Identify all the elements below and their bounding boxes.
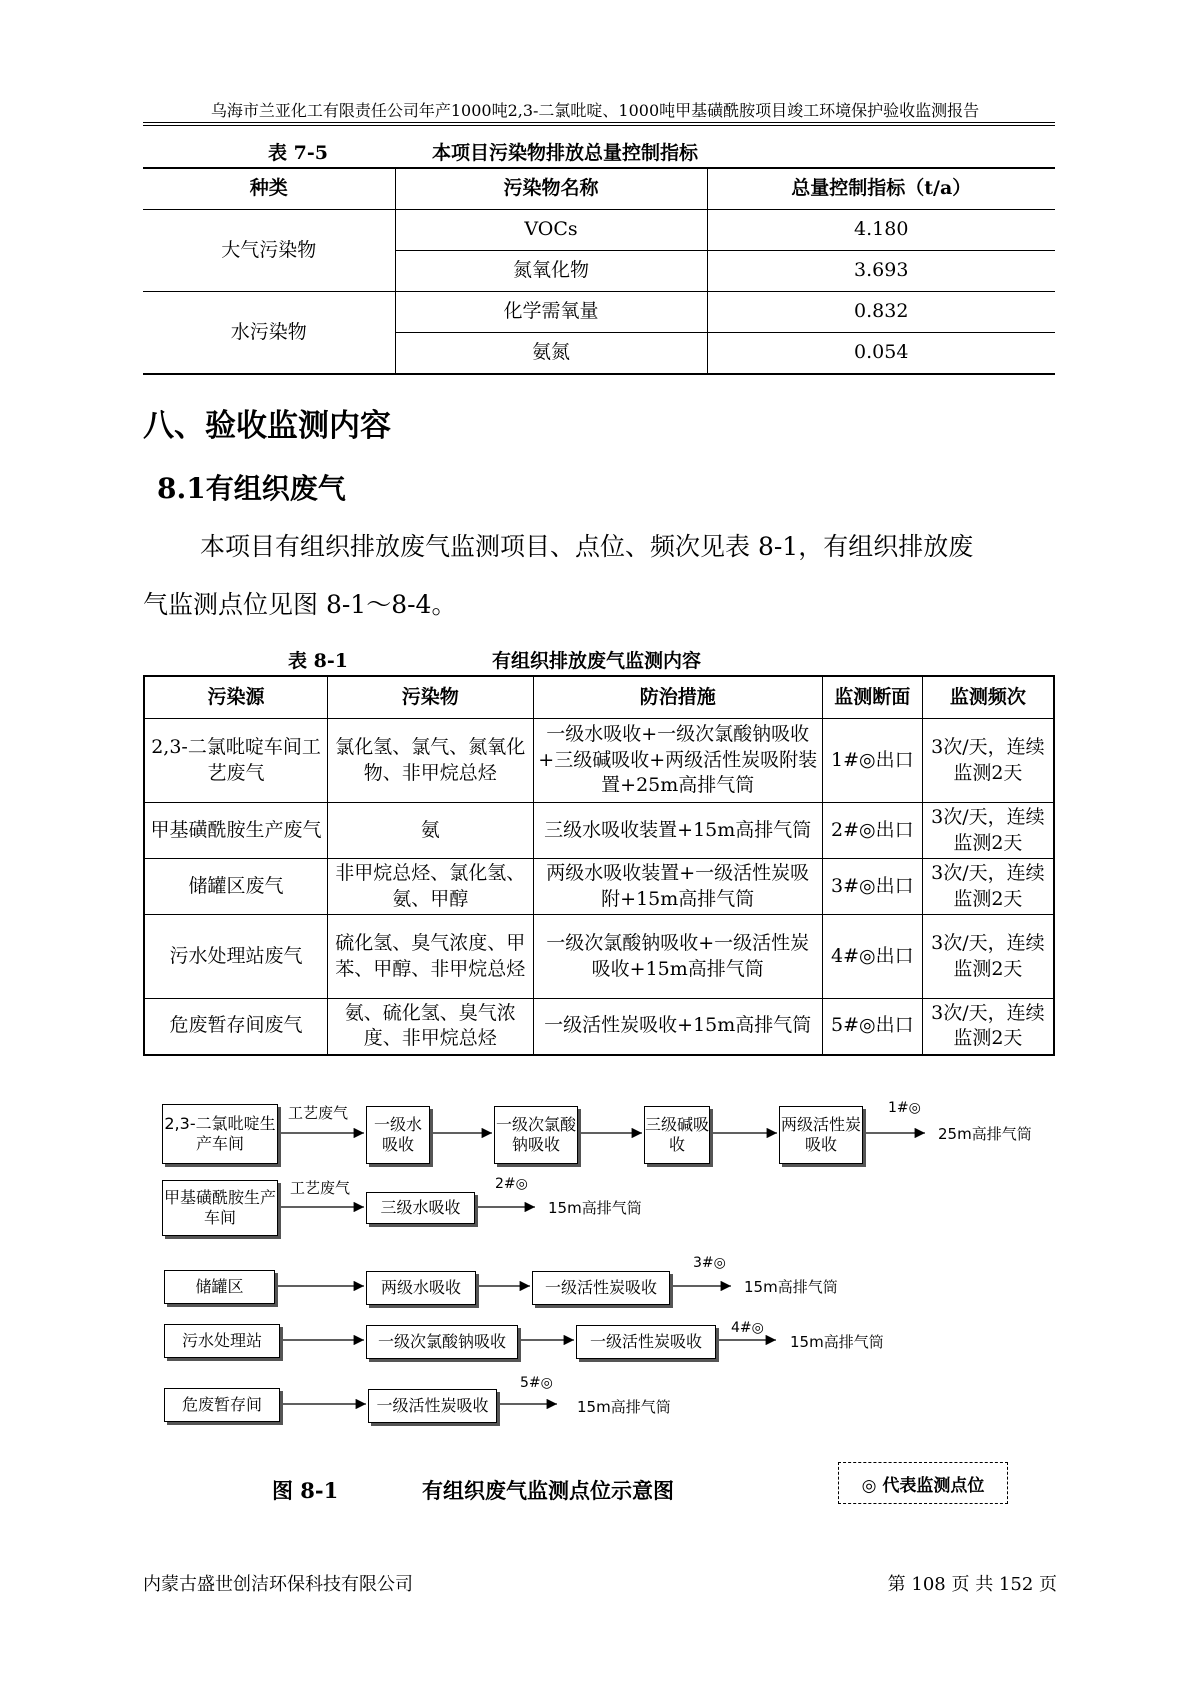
table81-header-point: 监测断面 <box>822 676 922 719</box>
table81-pollutant: 氨 <box>328 803 534 859</box>
section-heading-8: 八、验收监测内容 <box>143 408 391 444</box>
diagram-monitoring-point-2: 2#◎ <box>495 1176 528 1192</box>
diagram-step-alkali: 三级碱吸收 <box>644 1106 710 1164</box>
diagram-monitoring-point-4: 4#◎ <box>731 1320 764 1336</box>
figure-number: 图 8-1 <box>272 1478 339 1503</box>
section-heading-8-1: 8.1有组织废气 <box>157 472 346 505</box>
diagram-monitoring-point-3: 3#◎ <box>693 1255 726 1271</box>
table75-name: 氨氮 <box>395 333 707 375</box>
table75-value: 3.693 <box>707 251 1055 292</box>
table81-pollutant: 非甲烷总烃、氯化氢、氨、甲醇 <box>328 859 534 915</box>
diagram-label-process-gas-1: 工艺废气 <box>288 1104 349 1122</box>
diagram-step-hypochlorite-4: 一级次氯酸钠吸收 <box>366 1325 518 1359</box>
table75-name: 氮氧化物 <box>395 251 707 292</box>
table81-freq: 3次/天，连续监测2天 <box>922 803 1054 859</box>
table81-measure: 一级水吸收+一级次氯酸钠吸收+三级碱吸收+两级活性炭吸附装置+25m高排气筒 <box>533 719 822 803</box>
table75-category: 大气污染物 <box>143 210 395 292</box>
diagram-stack-4: 15m高排气筒 <box>790 1333 884 1351</box>
body-paragraph-line2: 气监测点位见图 8-1～8-4。 <box>143 590 457 619</box>
footer-company: 内蒙古盛世创洁环保科技有限公司 <box>143 1574 413 1595</box>
diagram-source-tank-area: 储罐区 <box>164 1270 275 1304</box>
table81-freq: 3次/天，连续监测2天 <box>922 999 1054 1055</box>
table75-category: 水污染物 <box>143 292 395 375</box>
diagram-step-carbon-4: 一级活性炭吸收 <box>576 1325 716 1359</box>
diagram-step-water-absorption-1: 一级水吸收 <box>366 1106 430 1164</box>
diagram-monitoring-point-1: 1#◎ <box>888 1100 921 1116</box>
table81-source: 储罐区废气 <box>144 859 328 915</box>
table75-value: 0.832 <box>707 292 1055 333</box>
table81-measure: 两级水吸收装置+一级活性炭吸附+15m高排气筒 <box>533 859 822 915</box>
page-header: 乌海市兰亚化工有限责任公司年产1000吨2,3-二氯吡啶、1000吨甲基磺酰胺项目竣工环境保护验收监测报告 <box>210 101 980 120</box>
table81-measure: 一级活性炭吸收+15m高排气筒 <box>533 999 822 1055</box>
diagram-stack-1: 25m高排气筒 <box>938 1125 1032 1143</box>
table81-freq: 3次/天，连续监测2天 <box>922 915 1054 999</box>
table81-header-freq: 监测频次 <box>922 676 1054 719</box>
table81-point: 5#◎出口 <box>822 999 922 1055</box>
table75-name: VOCs <box>395 210 707 251</box>
table81-point: 3#◎出口 <box>822 859 922 915</box>
figure-legend: ◎ 代表监测点位 <box>838 1462 1008 1504</box>
table75-header-value: 总量控制指标（t/a） <box>707 168 1055 210</box>
diagram-monitoring-point-5: 5#◎ <box>520 1375 553 1391</box>
diagram-step-hypochlorite: 一级次氯酸钠吸收 <box>494 1106 578 1164</box>
table81-title: 有组织排放废气监测内容 <box>492 650 702 672</box>
diagram-source-wastewater-station: 污水处理站 <box>164 1324 280 1358</box>
table81-header-pollutant: 污染物 <box>328 676 534 719</box>
table81-source: 2,3-二氯吡啶车间工艺废气 <box>144 719 328 803</box>
figure-title: 有组织废气监测点位示意图 <box>422 1478 674 1503</box>
footer-page-number: 第 108 页 共 152 页 <box>887 1574 1057 1595</box>
table81-pollutant: 硫化氢、臭气浓度、甲苯、甲醇、非甲烷总烃 <box>328 915 534 999</box>
table75-value: 0.054 <box>707 333 1055 375</box>
table75-name: 化学需氧量 <box>395 292 707 333</box>
table81-number: 表 8-1 <box>288 650 348 672</box>
table81-point: 2#◎出口 <box>822 803 922 859</box>
table81-measure: 三级水吸收装置+15m高排气筒 <box>533 803 822 859</box>
table81-header-measure: 防治措施 <box>533 676 822 719</box>
table81-freq: 3次/天，连续监测2天 <box>922 859 1054 915</box>
diagram-stack-3: 15m高排气筒 <box>744 1278 838 1296</box>
diagram-step-carbon-5: 一级活性炭吸收 <box>368 1389 497 1423</box>
diagram-source-dichloropyridine-workshop: 2,3-二氯吡啶生产车间 <box>162 1104 278 1164</box>
table81-source: 污水处理站废气 <box>144 915 328 999</box>
diagram-step-carbon-1: 两级活性炭吸收 <box>779 1106 863 1164</box>
table81-point: 4#◎出口 <box>822 915 922 999</box>
table75-title: 本项目污染物排放总量控制指标 <box>432 142 699 164</box>
diagram-stack-2: 15m高排气筒 <box>548 1199 642 1217</box>
table75-header-name: 污染物名称 <box>395 168 707 210</box>
table75-header-category: 种类 <box>143 168 395 210</box>
diagram-label-process-gas-2: 工艺废气 <box>290 1179 351 1197</box>
table81-freq: 3次/天，连续监测2天 <box>922 719 1054 803</box>
diagram-step-two-stage-water: 两级水吸收 <box>366 1271 476 1305</box>
diagram-source-hazardous-waste-storage: 危废暂存间 <box>164 1388 280 1422</box>
table81-point: 1#◎出口 <box>822 719 922 803</box>
diagram-source-methanesulfonamide-workshop: 甲基磺酰胺生产车间 <box>162 1180 278 1236</box>
table81-measure: 一级次氯酸钠吸收+一级活性炭吸收+15m高排气筒 <box>533 915 822 999</box>
table75-value: 4.180 <box>707 210 1055 251</box>
table81-source: 甲基磺酰胺生产废气 <box>144 803 328 859</box>
table81-pollutant: 氯化氢、氯气、氮氧化物、非甲烷总烃 <box>328 719 534 803</box>
table81-pollutant: 氨、硫化氢、臭气浓度、非甲烷总烃 <box>328 999 534 1055</box>
diagram-step-carbon-3: 一级活性炭吸收 <box>532 1271 670 1305</box>
table81-header-source: 污染源 <box>144 676 328 719</box>
body-paragraph-line1: 本项目有组织排放废气监测项目、点位、频次见表 8-1，有组织排放废 <box>200 532 974 561</box>
table75-number: 表 7-5 <box>268 142 328 164</box>
diagram-stack-5: 15m高排气筒 <box>577 1398 671 1416</box>
table81-source: 危废暂存间废气 <box>144 999 328 1055</box>
diagram-step-three-stage-water: 三级水吸收 <box>366 1192 475 1224</box>
